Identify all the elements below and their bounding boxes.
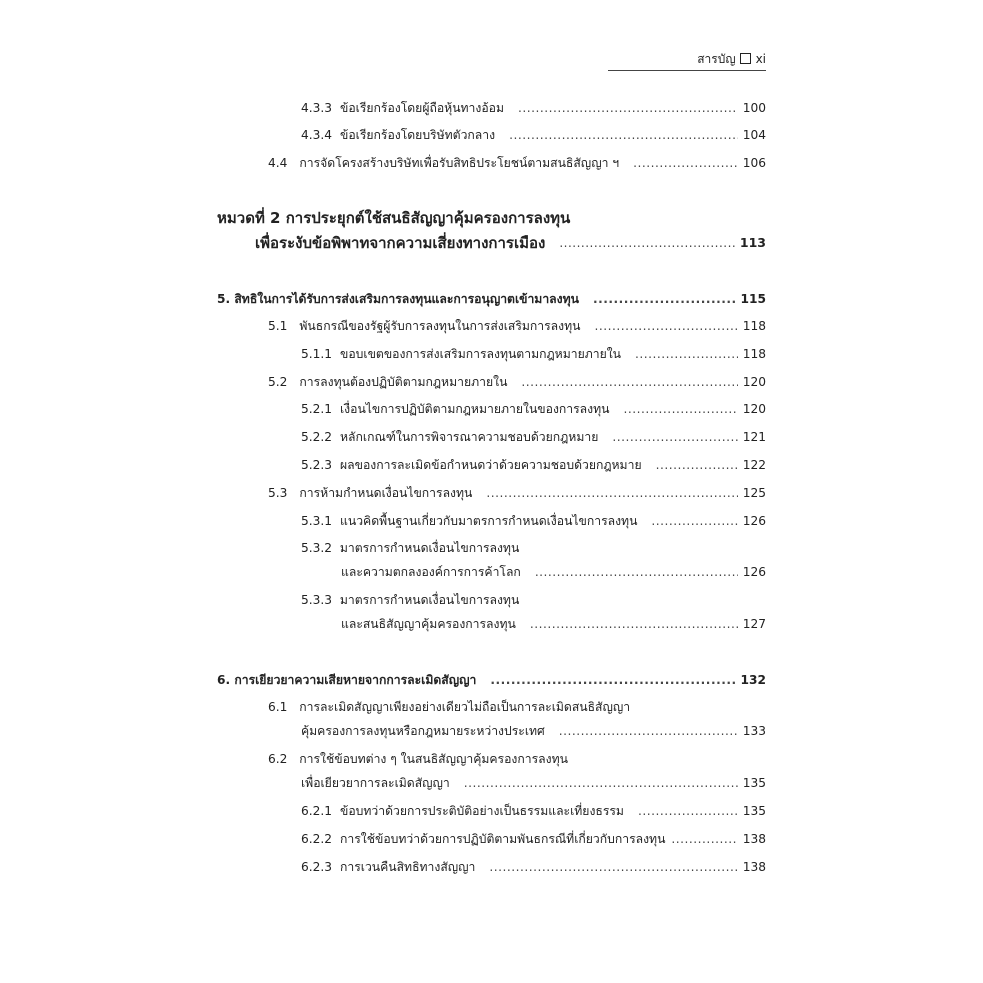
toc-entry[interactable]: [301, 801, 766, 821]
toc-entry-title: 5. สิทธิในการได้รับการส่งเสริมการลงทุนและการอนุญาตเข้ามาลงทุน: [217, 292, 579, 306]
toc-entry-title: ข้อเรียกร้องโดยผู้ถือหุ้นทางอ้อม: [340, 101, 505, 115]
toc-entry-title-continued: เพื่อเยียวยาการละเมิดสัญญา: [301, 776, 450, 790]
toc-entry[interactable]: [301, 427, 766, 447]
toc-entry[interactable]: [341, 614, 766, 634]
toc-entry-page: 135: [742, 804, 766, 818]
toc-entry-page: 118: [742, 347, 766, 361]
toc-entry-page: 100: [742, 101, 766, 115]
toc-entry-page: 121: [742, 430, 766, 444]
toc-entry-page: 113: [739, 235, 766, 250]
toc-entry-page: 126: [742, 514, 766, 528]
leader-dots: [486, 483, 738, 503]
toc-entry-title: มาตรการกำหนดเงื่อนไขการลงทุน: [339, 541, 520, 555]
toc-entry[interactable]: [301, 721, 766, 741]
toc-entry-number: 6.2: [268, 752, 288, 766]
toc-entry-number: 6.2.1: [301, 804, 333, 818]
toc-entry[interactable]: [301, 399, 766, 419]
toc-entry-page: 135: [742, 776, 766, 790]
toc-entry-number: 4.3.4: [301, 128, 333, 142]
toc-entry-title: มาตรการกำหนดเงื่อนไขการลงทุน: [339, 593, 520, 607]
toc-entry[interactable]: [268, 153, 766, 173]
toc-entry-page: 118: [742, 319, 766, 333]
header-section: สารบัญ: [697, 52, 736, 66]
toc-entry[interactable]: [301, 455, 766, 475]
leader-dots: [671, 829, 738, 849]
leader-dots: [633, 153, 738, 173]
toc-entry-number: 6.1: [268, 700, 288, 714]
part-heading-line1: หมวดที่ 2 การประยุกต์ใช้สนธิสัญญาคุ้มครองการลงทุน: [217, 209, 571, 227]
toc-entry-page: 122: [742, 458, 766, 472]
toc-entry[interactable]: [301, 511, 766, 531]
toc-entry-first-line: [301, 538, 519, 558]
toc-entry-number: 5.3.2: [301, 541, 333, 555]
toc-entry[interactable]: [301, 98, 766, 118]
toc-entry-first-line: [268, 697, 630, 717]
toc-entry-page: 126: [742, 565, 766, 579]
chapter-entry[interactable]: [217, 289, 766, 309]
leader-dots: [651, 511, 738, 531]
toc-entry-title-continued: คุ้มครองการลงทุนหรือกฎหมายระหว่างประเทศ: [301, 724, 545, 738]
leader-dots: [521, 372, 738, 392]
toc-entry-number: 6.2.2: [301, 832, 333, 846]
leader-dots: [530, 614, 738, 634]
leader-dots: [535, 562, 738, 582]
toc-entry[interactable]: [301, 829, 766, 849]
toc-entry-title: การละเมิดสัญญาเพียงอย่างเดียวไม่ถือเป็นการละเมิดสนธิสัญญา: [299, 700, 631, 714]
toc-entry-title-continued: และสนธิสัญญาคุ้มครองการลงทุน: [341, 617, 516, 631]
toc-entry-number: 6.2.3: [301, 860, 333, 874]
toc-entry-number: 5.3: [268, 486, 288, 500]
toc-entry-number: 5.2: [268, 375, 288, 389]
leader-dots: [635, 344, 738, 364]
toc-entry-number: 5.2.2: [301, 430, 333, 444]
toc-entry-number: 5.2.3: [301, 458, 333, 472]
toc-entry-title: การเวนคืนสิทธิทางสัญญา: [340, 860, 476, 874]
toc-entry-page: 138: [742, 860, 766, 874]
leader-dots: [489, 857, 738, 877]
toc-entry-title: พันธกรณีของรัฐผู้รับการลงทุนในการส่งเสริมการลงทุน: [299, 319, 581, 333]
leader-dots: [559, 721, 738, 741]
running-header: [608, 50, 766, 71]
toc-entry-first-line: [301, 590, 519, 610]
toc-entry-page: 125: [742, 486, 766, 500]
toc-entry-title: แนวคิดพื้นฐานเกี่ยวกับมาตรการกำหนดเงื่อนไขการลงทุน: [340, 514, 638, 528]
toc-entry-title: การใช้ข้อบทต่าง ๆ ในสนธิสัญญาคุ้มครองการลงทุน: [299, 752, 568, 766]
toc-entry-number: 5.3.3: [301, 593, 333, 607]
toc-entry-title-continued: และความตกลงองค์การการค้าโลก: [341, 565, 521, 579]
leader-dots: [612, 427, 738, 447]
toc-entry-title: เงื่อนไขการปฏิบัติตามกฎหมายภายในของการลงทุน: [340, 402, 610, 416]
toc-entry-page: 104: [742, 128, 766, 142]
toc-entry-page: 132: [740, 673, 766, 687]
toc-entry-page: 115: [740, 292, 766, 306]
toc-entry[interactable]: [301, 344, 766, 364]
toc-entry-title: 6. การเยียวยาความเสียหายจากการละเมิดสัญญา: [217, 673, 477, 687]
leader-dots: [638, 801, 738, 821]
toc-entry-page: 133: [742, 724, 766, 738]
header-page-number: xi: [755, 52, 766, 66]
toc-entry-title: ขอบเขตของการส่งเสริมการลงทุนตามกฎหมายภายใน: [340, 347, 622, 361]
toc-entry-title: การจัดโครงสร้างบริษัทเพื่อรับสิทธิประโยชน์ตามสนธิสัญญา ฯ: [299, 156, 620, 170]
toc-entry[interactable]: [268, 372, 766, 392]
toc-entry[interactable]: [301, 773, 766, 793]
toc-entry-title: การใช้ข้อบทว่าด้วยการปฏิบัติตามพันธกรณีที่เกี่ยวกับการลงทุน: [340, 832, 666, 846]
leader-dots: [559, 230, 736, 256]
toc-entry-title: ข้อเรียกร้องโดยบริษัทตัวกลาง: [340, 128, 496, 142]
toc-entry-number: 5.1.1: [301, 347, 333, 361]
square-icon: [740, 53, 751, 64]
toc-entry-title: หลักเกณฑ์ในการพิจารณาความชอบด้วยกฎหมาย: [340, 430, 599, 444]
toc-entry-title: ผลของการละเมิดข้อกำหนดว่าด้วยความชอบด้วยกฎหมาย: [340, 458, 642, 472]
leader-dots: [623, 399, 738, 419]
leader-dots: [518, 98, 738, 118]
part-heading[interactable]: [255, 230, 766, 256]
toc-entry-title: ข้อบทว่าด้วยการประติบัติอย่างเป็นธรรมและเที่ยงธรรม: [340, 804, 624, 818]
toc-entry-page: 127: [742, 617, 766, 631]
leader-dots: [490, 670, 736, 690]
chapter-entry[interactable]: [217, 670, 766, 690]
toc-entry[interactable]: [341, 562, 766, 582]
leader-dots: [656, 455, 738, 475]
toc-entry-number: 5.1: [268, 319, 288, 333]
leader-dots: [464, 773, 738, 793]
leader-dots: [593, 289, 737, 309]
toc-entry-page: 120: [742, 402, 766, 416]
toc-entry-number: 5.2.1: [301, 402, 333, 416]
toc-entry[interactable]: [268, 483, 766, 503]
toc-entry-title: การห้ามกำหนดเงื่อนไขการลงทุน: [299, 486, 473, 500]
toc-entry[interactable]: [268, 316, 766, 336]
toc-entry-title: การลงทุนต้องปฏิบัติตามกฎหมายภายใน: [299, 375, 508, 389]
toc-entry[interactable]: [301, 125, 766, 145]
toc-entry-page: 138: [742, 832, 766, 846]
toc-entry-number: 5.3.1: [301, 514, 333, 528]
toc-entry-page: 120: [742, 375, 766, 389]
leader-dots: [509, 125, 738, 145]
toc-entry-number: 4.3.3: [301, 101, 333, 115]
toc-entry[interactable]: [301, 857, 766, 877]
toc-entry-first-line: [268, 749, 568, 769]
toc-entry-page: 106: [742, 156, 766, 170]
toc-entry-number: 4.4: [268, 156, 288, 170]
leader-dots: [594, 316, 738, 336]
part-heading-line2: เพื่อระงับข้อพิพาทจากความเสี่ยงทางการเมือง: [255, 234, 546, 252]
